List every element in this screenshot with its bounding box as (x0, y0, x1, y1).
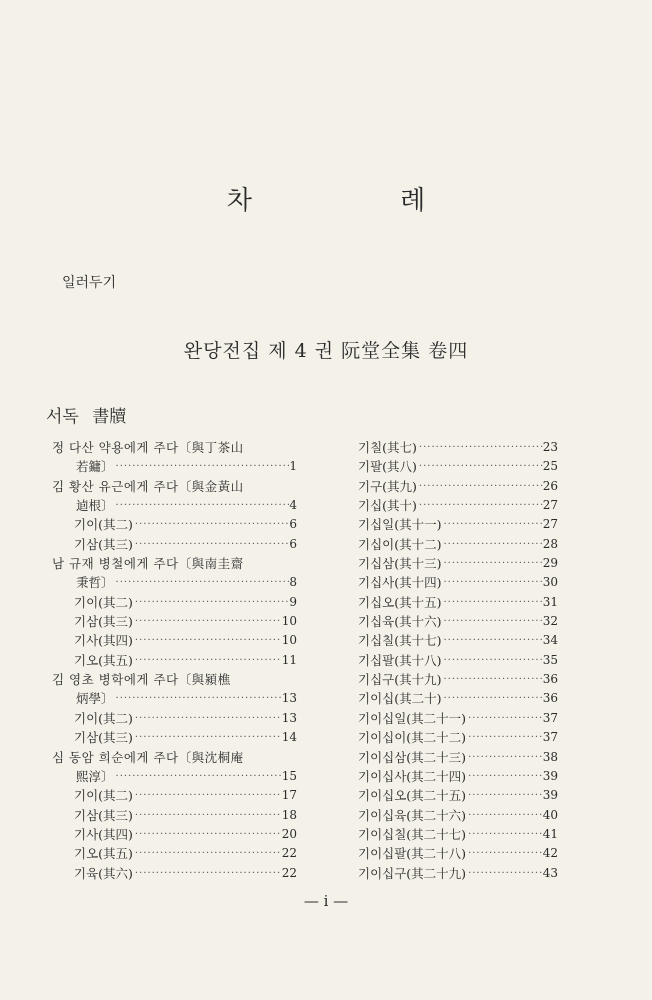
toc-entry-title: 기삼(其三) (74, 614, 133, 630)
toc-entry (336, 844, 558, 863)
toc-entry-title: 기구(其九) (358, 478, 417, 494)
toc-entry-page: 30 (542, 575, 558, 590)
dot-leader (441, 631, 542, 650)
toc-entry (52, 786, 297, 805)
toc-entry (336, 767, 558, 786)
toc-entry (52, 825, 297, 844)
toc-entry-title: 기이(其二) (74, 594, 133, 610)
toc-entry-page: 10 (281, 614, 297, 629)
toc-entry-page: 40 (542, 807, 558, 822)
dot-leader (114, 496, 290, 515)
toc-entry (336, 457, 558, 476)
toc-entry-page: 6 (289, 517, 297, 532)
toc-entry-page: 23 (542, 440, 558, 454)
toc-entry-title: 기삼(其三) (74, 807, 133, 823)
dot-leader (441, 689, 542, 708)
toc-entry (52, 515, 297, 534)
toc-entry-page: 15 (281, 768, 297, 783)
toc-entry-title: 기십사(其十四) (358, 575, 442, 591)
dot-leader (133, 844, 282, 863)
toc-entry-title: 기칠(其七) (358, 440, 417, 455)
dot-leader (133, 825, 282, 844)
toc-entry (52, 438, 297, 457)
dot-leader (133, 806, 282, 825)
toc-entry-title: 기이(其二) (74, 788, 133, 804)
toc-entry (336, 689, 558, 708)
toc-entry (336, 670, 558, 689)
toc-entry (52, 593, 297, 612)
toc-entry (52, 477, 297, 496)
toc-entry-title: 기십팔(其十八) (358, 652, 442, 668)
toc-entry-title: 기이십팔(其二十八) (358, 846, 467, 862)
toc-entry-page: 39 (542, 768, 558, 783)
dot-leader (441, 573, 542, 592)
toc-entry-title: 기팔(其八) (358, 459, 417, 475)
explanatory-notes-heading: 일러두기 (62, 275, 117, 291)
toc-entry (336, 496, 558, 515)
toc-entry (52, 631, 297, 650)
toc-entry-page: 29 (542, 556, 558, 571)
dot-leader (114, 689, 282, 708)
toc-entry-title: 기삼(其三) (74, 536, 133, 552)
toc-entry (52, 496, 297, 515)
dot-leader (133, 631, 282, 650)
toc-entry (52, 651, 297, 670)
dot-leader (133, 535, 289, 554)
page-title: 차 례 (226, 186, 496, 216)
dot-leader (133, 728, 282, 747)
toc-entry-title: 기이십(其二十) (358, 691, 442, 707)
toc-entry-title: 김 황산 유근에게 주다〔與金黃山 (52, 478, 244, 494)
toc-entry-title: 기이십이(其二十二) (358, 730, 467, 746)
toc-entry (336, 786, 558, 805)
toc-entry-title: 기십삼(其十三) (358, 556, 442, 572)
toc-entry (336, 864, 558, 883)
toc-entry-page: 10 (281, 633, 297, 648)
toc-entry-title: 기이십구(其二十九) (358, 865, 467, 881)
toc-entry-title: 熙淳〕 (76, 768, 114, 784)
toc-entry-page: 4 (289, 498, 297, 513)
toc-entry-page: 32 (542, 614, 558, 629)
toc-entry-page: 14 (281, 730, 297, 745)
toc-entry-page: 11 (281, 652, 297, 667)
toc-entry-title: 기사(其四) (74, 826, 133, 842)
dot-leader (466, 786, 543, 805)
toc-entry (52, 864, 297, 883)
toc-entry (336, 535, 558, 554)
toc-entry (52, 806, 297, 825)
toc-entry (336, 728, 558, 747)
toc-entry (336, 612, 558, 631)
toc-entry (336, 573, 558, 592)
toc-left-column (52, 438, 297, 883)
dot-leader (417, 477, 543, 496)
toc-entry-title: 기사(其四) (74, 633, 133, 649)
toc-entry-page: 37 (542, 730, 558, 745)
toc-entry (336, 709, 558, 728)
toc-entry-title: 기이십일(其二十一) (358, 710, 467, 726)
dot-leader (133, 612, 282, 631)
toc-entry-title: 기이십사(其二十四) (358, 768, 467, 784)
toc-entry-title: 기이십오(其二十五) (358, 788, 467, 804)
toc-entry-title: 秉哲〕 (76, 575, 114, 591)
toc-entry (336, 825, 558, 844)
toc-entry-title: 정 다산 약용에게 주다〔與丁茶山 (52, 440, 244, 455)
toc-entry-title: 남 규재 병철에게 주다〔與南圭齋 (52, 556, 244, 572)
toc-entry (52, 573, 297, 592)
dot-leader (133, 515, 289, 534)
toc-entry-page: 26 (542, 478, 558, 493)
toc-entry-title: 김 영초 병학에게 주다〔與潁樵 (52, 672, 231, 688)
toc-entry-title: 기십일(其十一) (358, 517, 442, 533)
dot-leader (441, 554, 542, 573)
toc-entry-page: 18 (281, 807, 297, 822)
toc-entry-title: 기육(其六) (74, 865, 133, 881)
dot-leader (441, 612, 542, 631)
toc-entry-title: 기오(其五) (74, 652, 133, 668)
toc-entry (52, 748, 297, 767)
toc-entry-page: 35 (542, 652, 558, 667)
dot-leader (417, 496, 543, 515)
dot-leader (133, 593, 289, 612)
dot-leader (466, 825, 543, 844)
toc-entry (336, 515, 558, 534)
toc-entry (52, 689, 297, 708)
toc-entry-title: 기오(其五) (74, 846, 133, 862)
volume-heading: 완당전집 제 4 권 阮堂全集 卷四 (183, 340, 469, 362)
toc-entry-page: 27 (542, 517, 558, 532)
toc-entry-page: 27 (542, 498, 558, 513)
dot-leader (417, 457, 543, 476)
toc-entry-title: 기십이(其十二) (358, 536, 442, 552)
toc-entry-title: 기이십육(其二十六) (358, 807, 467, 823)
toc-entry (52, 554, 297, 573)
toc-entry (52, 709, 297, 728)
dot-leader (441, 535, 542, 554)
dot-leader (114, 573, 290, 592)
toc-entry-title: 기십육(其十六) (358, 614, 442, 630)
toc-entry-page: 22 (281, 846, 297, 861)
toc-entry-title: 기십오(其十五) (358, 594, 442, 610)
toc-entry-title: 炳學〕 (76, 691, 114, 707)
toc-entry (52, 670, 297, 689)
toc-entry-page: 36 (542, 691, 558, 706)
toc-entry (336, 806, 558, 825)
toc-entry-page: 41 (542, 826, 558, 841)
toc-entry-page: 1 (289, 459, 297, 474)
dot-leader (133, 786, 282, 805)
toc-entry-page: 9 (289, 594, 297, 609)
toc-entry-page: 25 (542, 459, 558, 474)
dot-leader (466, 806, 543, 825)
toc-entry (52, 767, 297, 786)
toc-entry-page: 34 (542, 633, 558, 648)
section-heading: 서독 書牘 (46, 407, 127, 427)
toc-entry-title: 기이(其二) (74, 710, 133, 726)
page-number: — i — (303, 892, 349, 910)
toc-entry-title: 기이십칠(其二十七) (358, 826, 467, 842)
toc-entry (52, 535, 297, 554)
toc-entry-page: 42 (542, 846, 558, 861)
dot-leader (417, 438, 543, 457)
toc-entry-title: 逌根〕 (76, 498, 114, 514)
toc-entry-page: 13 (281, 691, 297, 706)
toc-entry-page: 43 (542, 865, 558, 880)
toc-entry-title: 기삼(其三) (74, 730, 133, 746)
toc-entry-page: 20 (281, 826, 297, 841)
dot-leader (114, 767, 282, 786)
toc-entry-page: 6 (289, 536, 297, 551)
toc-entry-page: 22 (281, 865, 297, 880)
toc-entry-title: 若鏞〕 (76, 459, 114, 475)
toc-entry-title: 기십구(其十九) (358, 672, 442, 688)
dot-leader (441, 670, 542, 689)
dot-leader (114, 457, 290, 476)
dot-leader (133, 864, 282, 883)
toc-entry-page: 28 (542, 536, 558, 551)
toc-entry (336, 593, 558, 612)
dot-leader (466, 864, 543, 883)
toc-entry (336, 438, 558, 457)
toc-entry (336, 477, 558, 496)
toc-entry-title: 심 동암 희순에게 주다〔與沈桐庵 (52, 749, 244, 765)
dot-leader (441, 515, 542, 534)
toc-entry-title: 기십칠(其十七) (358, 633, 442, 649)
toc-entry (336, 554, 558, 573)
dot-leader (466, 728, 543, 747)
toc-entry (336, 631, 558, 650)
dot-leader (441, 651, 542, 670)
toc-entry (52, 728, 297, 747)
dot-leader (466, 748, 543, 767)
toc-entry-page: 13 (281, 710, 297, 725)
dot-leader (466, 844, 543, 863)
dot-leader (441, 593, 542, 612)
toc-entry-page: 39 (542, 788, 558, 803)
toc-entry (52, 457, 297, 476)
dot-leader (133, 709, 282, 728)
toc-entry-page: 36 (542, 672, 558, 687)
toc-right-column (336, 438, 558, 883)
toc-entry-page: 37 (542, 710, 558, 725)
toc-entry-page: 38 (542, 749, 558, 764)
toc-entry-title: 기이(其二) (74, 517, 133, 533)
toc-entry (52, 612, 297, 631)
toc-entry (336, 651, 558, 670)
toc-entry-page: 31 (542, 594, 558, 609)
toc-entry-title: 기이십삼(其二十三) (358, 749, 467, 765)
toc-entry-page: 8 (289, 575, 297, 590)
dot-leader (466, 767, 543, 786)
dot-leader (466, 709, 543, 728)
dot-leader (133, 651, 282, 670)
toc-entry-title: 기십(其十) (358, 498, 417, 514)
toc-entry (52, 844, 297, 863)
toc-entry-page: 17 (281, 788, 297, 803)
toc-entry (336, 748, 558, 767)
